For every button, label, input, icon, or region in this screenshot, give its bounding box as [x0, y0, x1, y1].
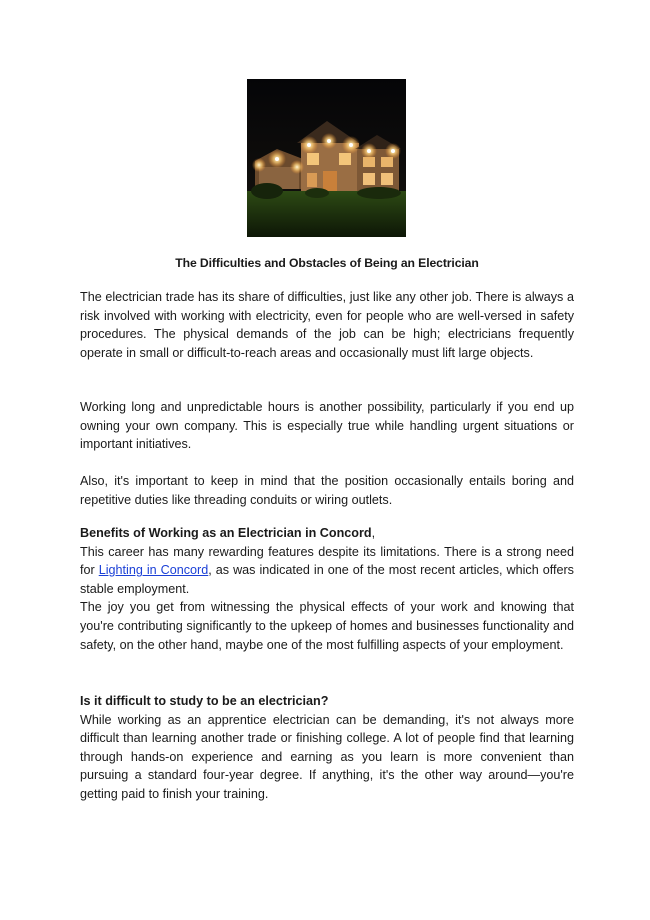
house-at-night-photo: [247, 79, 406, 237]
article-title: The Difficulties and Obstacles of Being an Electrician: [175, 256, 479, 270]
paragraph-difficulties: The electrician trade has its share of difficulties, just like any other job. There is always a risk involved with working with electricity, even for people who are well-versed in safety procedures. The physical demands of the job can be high; electricians frequently operate in small or difficult-to-reach areas and occasionally must lift large objects.: [80, 290, 574, 360]
benefits-paragraph-2: The joy you get from witnessing the physical effects of your work and knowing that you're contributing significantly to the upkeep of homes and businesses functionality and safety, on the other hand, maybe one of the most fulfilling aspects of your employment.: [80, 600, 574, 652]
benefits-section: [80, 524, 574, 654]
benefits-heading-comma: ,: [371, 526, 376, 540]
benefits-heading: Benefits of Working as an Electrician in Concord: [80, 526, 372, 540]
benefits-heading-line: [80, 524, 574, 543]
study-paragraph: While working as an apprentice electrician can be demanding, it's not always more difficult than learning another trade or finishing college. A lot of people find that learning through hands-on experience and earning as you learn is more convenient than pursuing a standard four-year degree. If anything, it's the other way around—you're getting paid to finish your training.: [80, 712, 574, 801]
benefits-text-before-link: This career has many rewarding features despite its limitations. There is a strong need for: [80, 544, 574, 578]
benefits-text-after-link: , as was indicated in one of the most recent articles, which offers stable employment.: [80, 563, 574, 596]
study-heading: Is it difficult to study to be an electrician?: [80, 694, 329, 708]
lighting-in-concord-link[interactable]: Lighting in Concord: [98, 563, 209, 578]
paragraph-repetitive-duties: Also, it's important to keep in mind that the position occasionally entails boring and repetitive duties like threading conduits or wiring outlets.: [80, 474, 574, 507]
house-illustration: [247, 79, 406, 237]
study-section: [80, 692, 574, 804]
benefits-paragraph-1: [80, 543, 574, 599]
paragraph-hours: Working long and unpredictable hours is another possibility, particularly if you end up owning your own company. This is especially true while handling urgent situations or important initiatives.: [80, 400, 574, 452]
